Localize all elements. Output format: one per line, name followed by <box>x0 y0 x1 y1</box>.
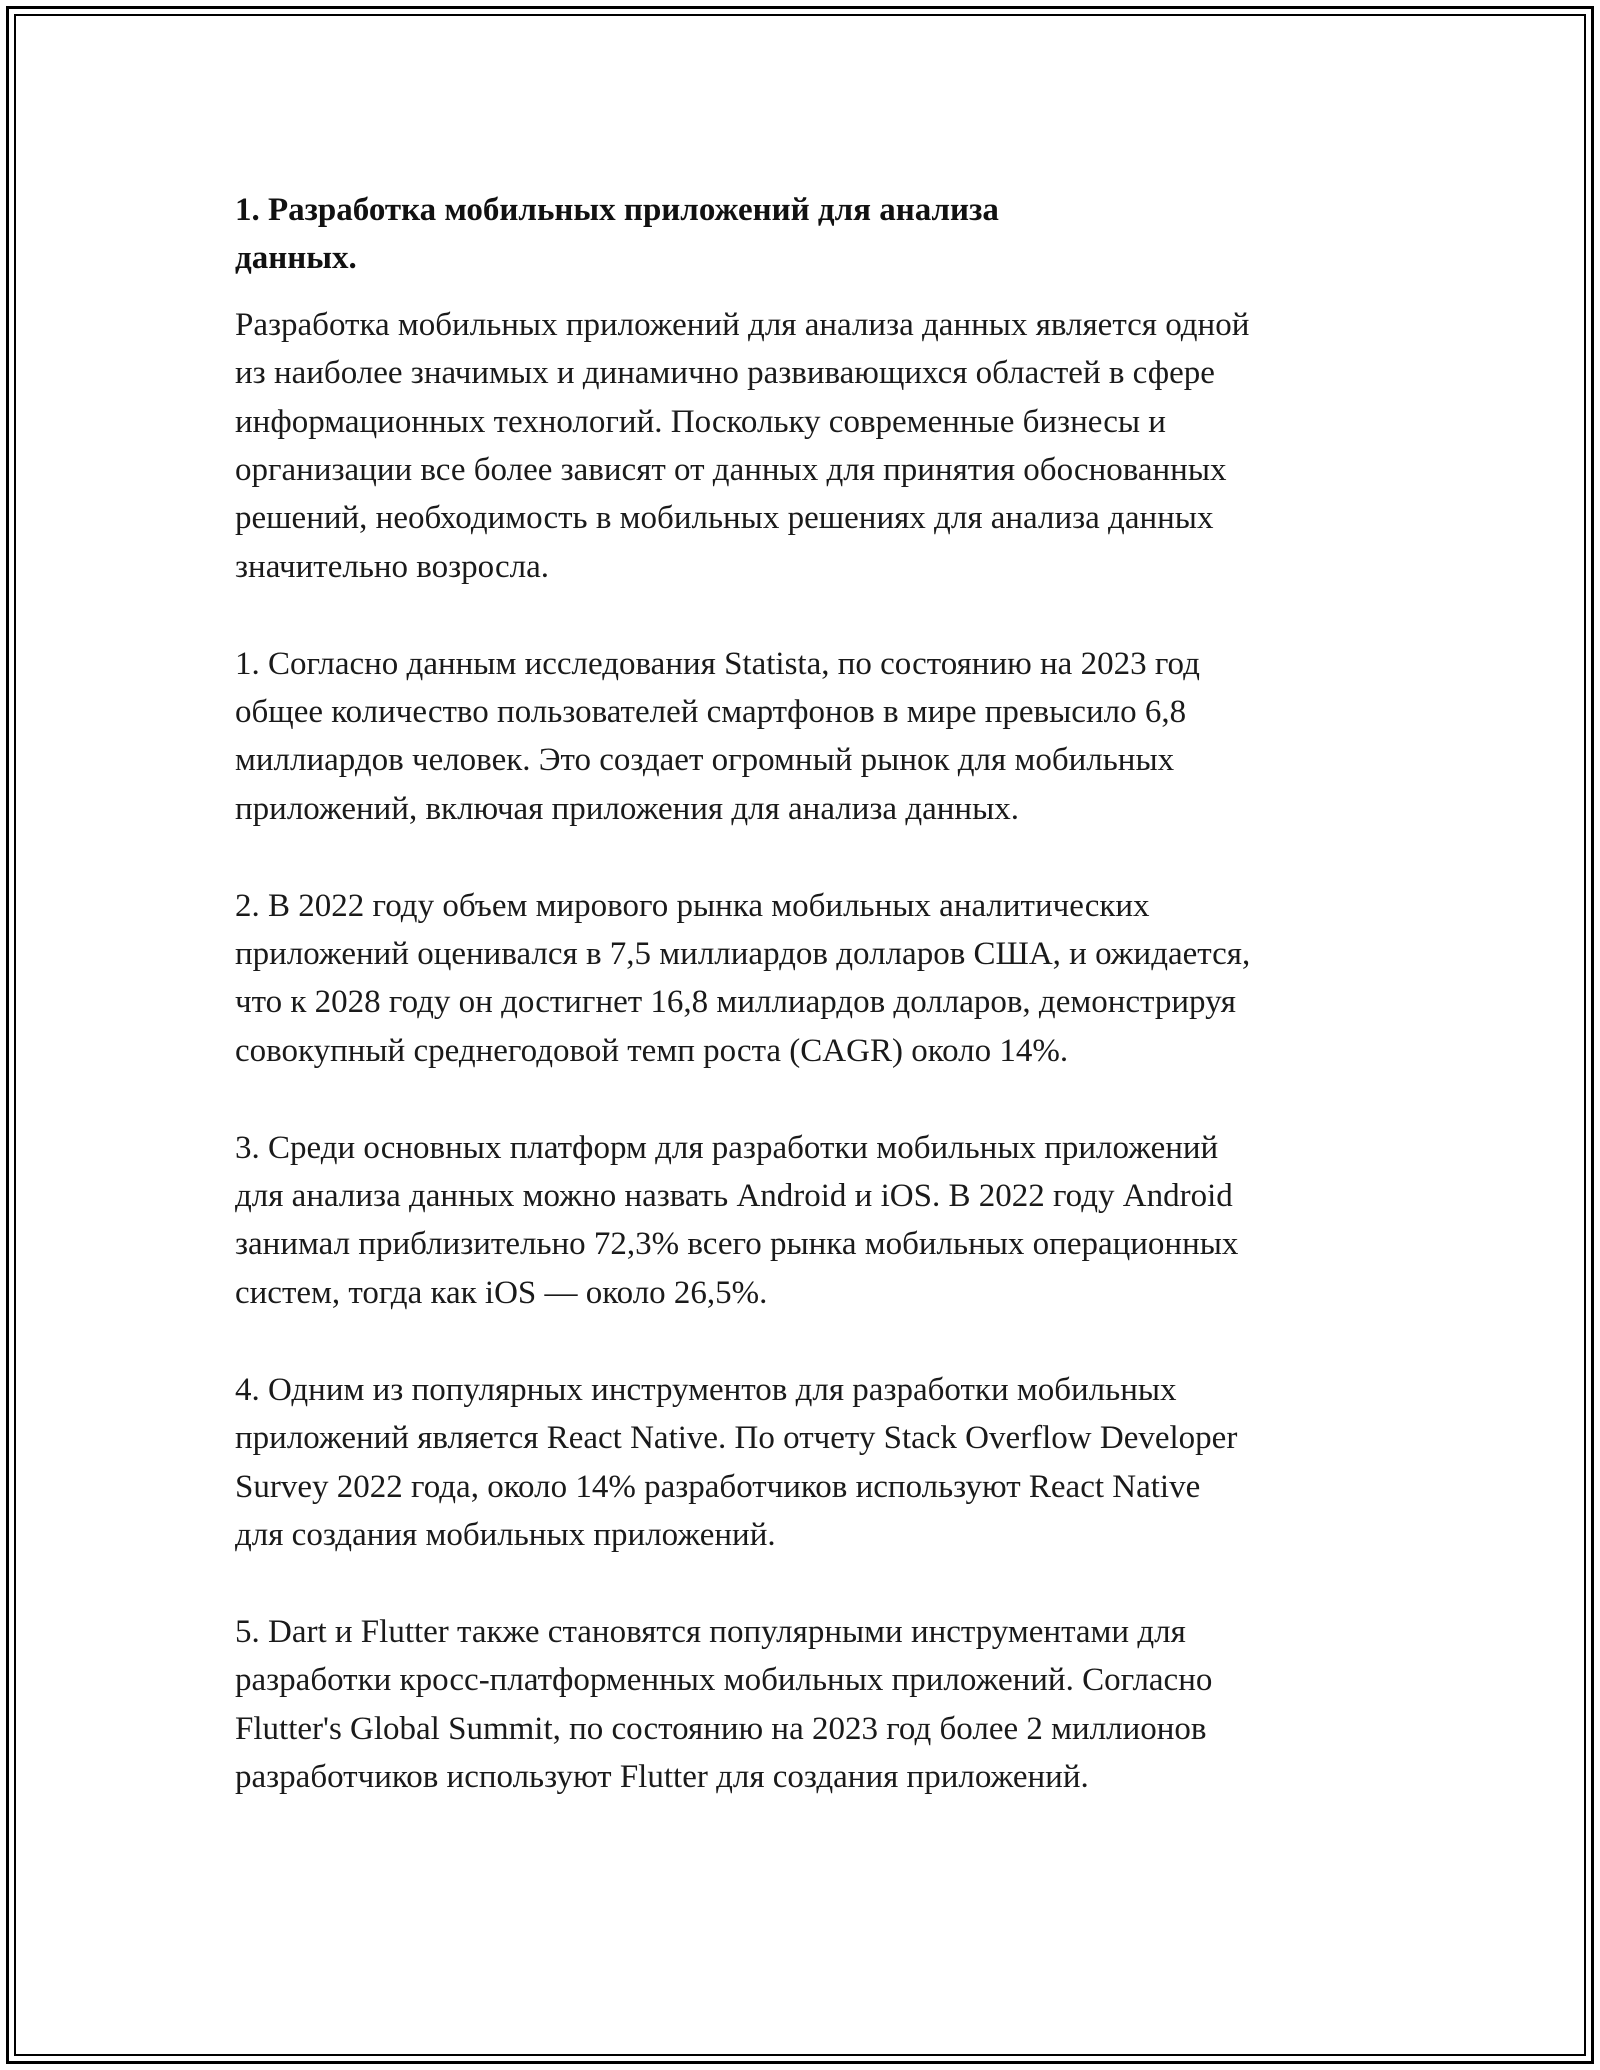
document-body <box>235 186 1375 1801</box>
list-item-4: 4. Одним из популярных инструментов для разработки мобильных приложений является React Native. По отчету Stack Overflow Developer Survey 2022 года, около 14% разработчиков используют React Native для создания мобильных приложений. <box>235 1371 1238 1553</box>
list-item-3: 3. Среди основных платформ для разработки мобильных приложений для анализа данных можно назвать Android и iOS. В 2022 году Android занимал приблизительно 72,3% всего рынка мобильных операционных систем, тогда как iOS — около 26,5%. <box>235 1129 1239 1311</box>
intro-paragraph: Разработка мобильных приложений для анализа данных является одной из наиболее значимых и динамично развивающихся областей в сфере информационных технологий. Поскольку современные бизнесы и организации все более зависят от данных для принятия обоснованных решений, необходимость в мобильных решениях для анализа данных значительно возросла. <box>235 306 1250 585</box>
list-item-5: 5. Dart и Flutter также становятся популярными инструментами для разработки кросс-платформенных мобильных приложений. Согласно Flutter's Global Summit, по состоянию на 2023 год более 2 миллионов разработчиков используют Flutter для создания приложений. <box>235 1613 1213 1795</box>
list-item-2: 2. В 2022 году объем мирового рынка мобильных аналитических приложений оценивался в 7,5 миллиардов долларов США, и ожидается, что к 2028 году он достигнет 16,8 миллиардов долларов, демонстрируя совокупный среднегодовой темп роста (CAGR) около 14%. <box>235 887 1251 1069</box>
section-title: 1. Разработка мобильных приложений для анализа данных. <box>235 192 999 277</box>
list-item-1: 1. Согласно данным исследования Statista, по состоянию на 2023 год общее количество пользователей смартфонов в мире превысило 6,8 миллиардов человек. Это создает огромный рынок для мобильных приложений, включая приложения для анализа данных. <box>235 645 1200 827</box>
